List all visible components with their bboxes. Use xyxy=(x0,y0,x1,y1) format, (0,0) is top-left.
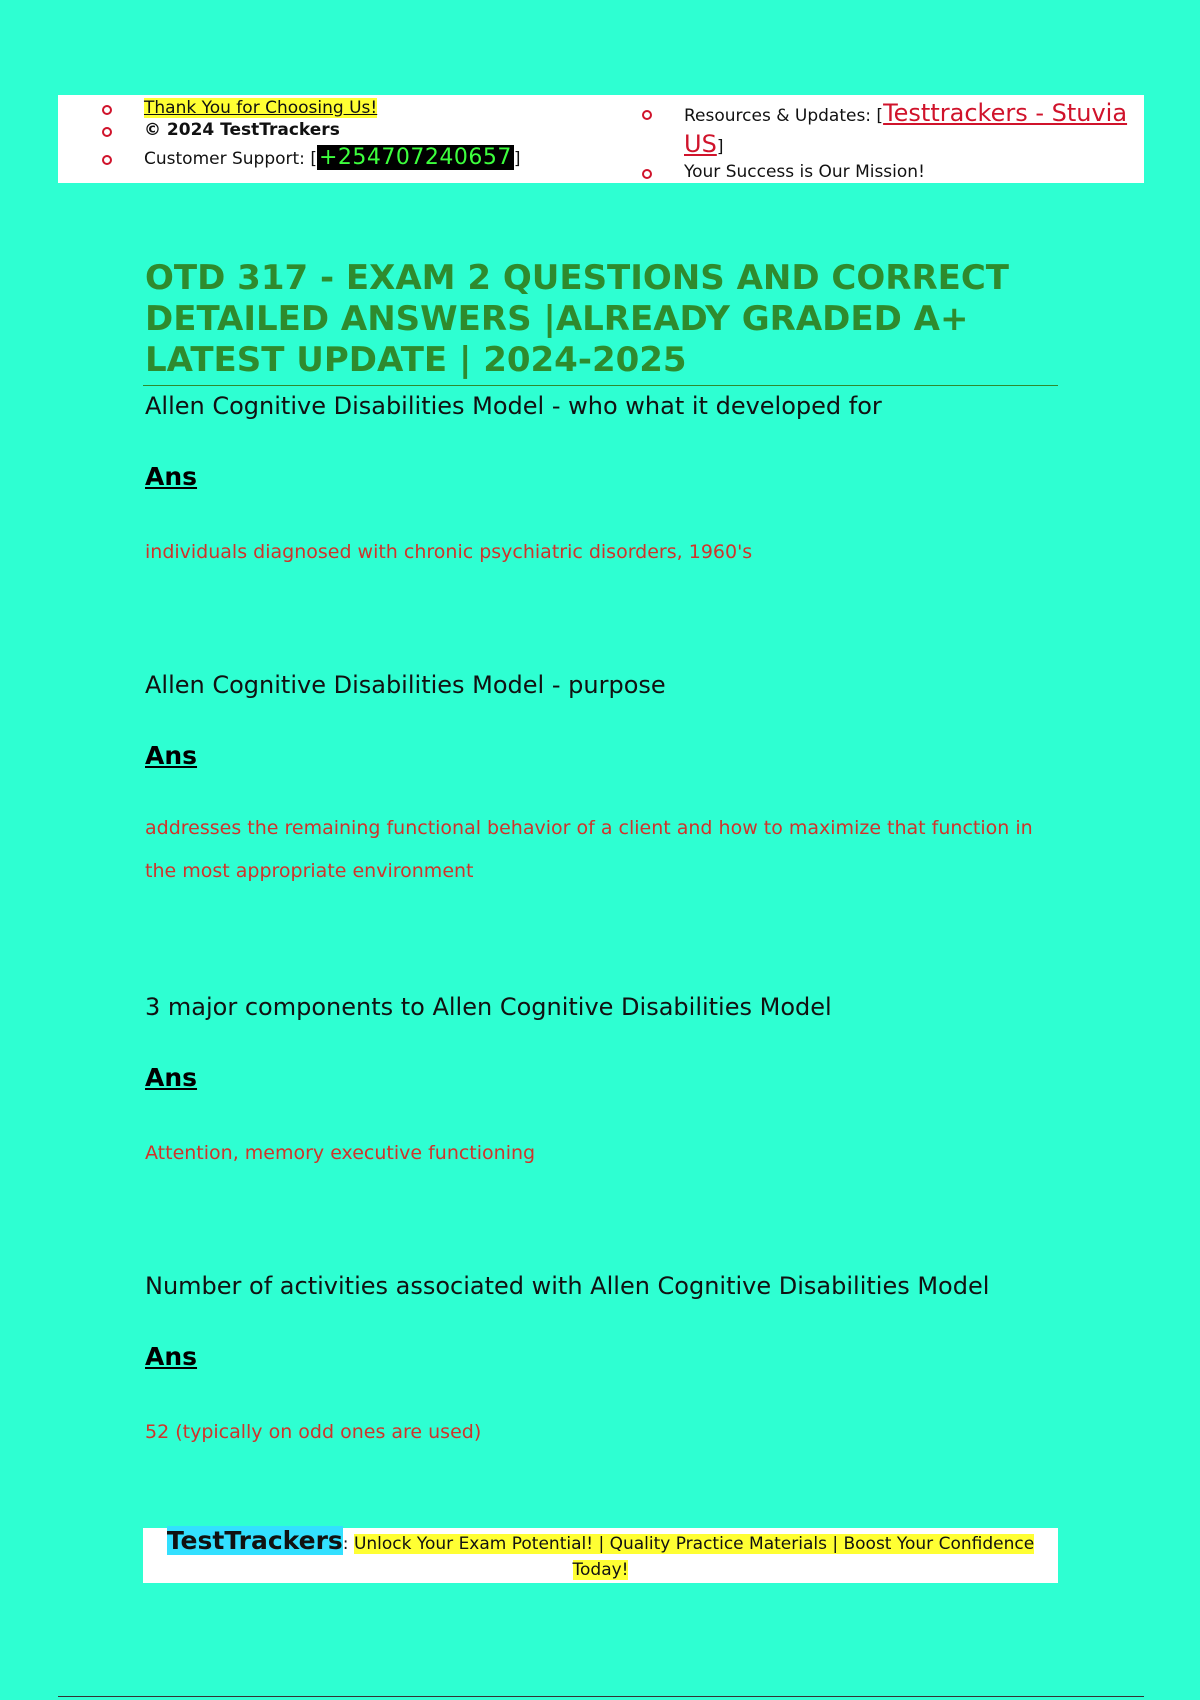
answer-text: individuals diagnosed with chronic psychiatric disorders, 1960's xyxy=(145,541,753,563)
qa-item xyxy=(145,1270,1065,1454)
answer-label: Ans xyxy=(145,1342,198,1371)
bullet-icon xyxy=(642,110,652,120)
answer-text: 52 (typically on odd ones are used) xyxy=(145,1421,482,1443)
support-phone[interactable]: +254707240657 xyxy=(318,145,512,170)
answer-text: addresses the remaining functional behavior of a client and how to maximize that function in the most appropriate environment xyxy=(145,817,1033,882)
question-text: 3 major components to Allen Cognitive Disabilities Model xyxy=(145,993,832,1021)
question-text: Allen Cognitive Disabilities Model - who what it developed for xyxy=(145,392,882,420)
bullet-icon xyxy=(642,169,652,179)
bottom-divider xyxy=(58,1696,1144,1697)
title-divider xyxy=(143,385,1058,386)
bullet-icon xyxy=(102,105,112,115)
question-text: Number of activities associated with Allen Cognitive Disabilities Model xyxy=(145,1272,990,1300)
footer-brand: TestTrackers xyxy=(166,1526,343,1555)
answer-label: Ans xyxy=(145,741,198,770)
mission-text: Your Success is Our Mission! xyxy=(684,162,925,182)
footer-separator: : xyxy=(342,1534,354,1554)
footer-tagline: Unlock Your Exam Potential! | Quality Practice Materials | Boost Your Confidence Today! xyxy=(353,1534,1035,1580)
support-label: Customer Support: [ xyxy=(144,149,317,169)
header-right-list xyxy=(642,99,1132,183)
header-item-support xyxy=(102,147,622,170)
header-left-list xyxy=(102,97,622,170)
header-item-resources xyxy=(642,99,1132,161)
thank-you-text: Thank You for Choosing Us! xyxy=(144,98,378,118)
qa-item xyxy=(145,390,1065,574)
answer-label: Ans xyxy=(145,462,198,491)
question-text: Allen Cognitive Disabilities Model - purpose xyxy=(145,671,666,699)
resources-close-bracket: ] xyxy=(716,137,724,157)
bullet-icon xyxy=(102,127,112,137)
copyright-text: © 2024 TestTrackers xyxy=(144,120,340,140)
footer-banner xyxy=(143,1528,1058,1583)
answer-label: Ans xyxy=(145,1063,198,1092)
header-item-copyright xyxy=(102,119,622,141)
header-item-mission xyxy=(642,161,1132,183)
qa-item xyxy=(145,669,1065,893)
bullet-icon xyxy=(102,155,112,165)
answer-text: Attention, memory executive functioning xyxy=(145,1142,536,1164)
resources-link[interactable]: Testtrackers - Stuvia US xyxy=(684,99,1128,158)
resources-label: Resources & Updates: [ xyxy=(684,106,884,126)
header-bar xyxy=(58,95,1144,183)
qa-item xyxy=(145,991,1065,1175)
header-item-thanks xyxy=(102,97,622,119)
support-close-bracket: ] xyxy=(513,149,521,169)
page-title: OTD 317 - EXAM 2 QUESTIONS AND CORRECT DETAILED ANSWERS |ALREADY GRADED A+ LATEST UPDATE | 2024-2025 xyxy=(145,258,1009,380)
